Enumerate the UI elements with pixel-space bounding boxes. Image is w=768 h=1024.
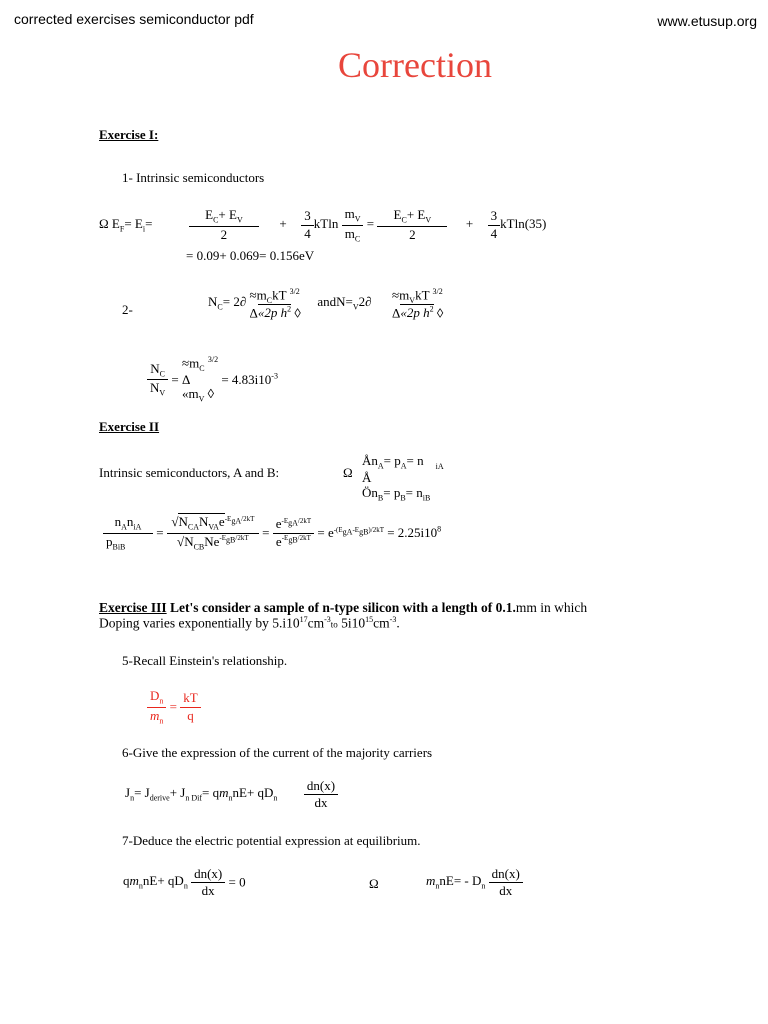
density-ratio-equation: $\frac{N_C}{N_V}$ = $\approx m_C$ $^{3/2}$ Δ «$m_V$ ◊ = $4.83i10^{-3}$	[147, 356, 278, 404]
fermi-level-result: = 0.09+ 0.069= 0.156eV	[186, 248, 315, 263]
effective-density-equation: $N_C= 2\partial$ $\approx m_CkT$ $^{3/2}$ Δ«2p $h^2$ ◊ $andN=_V2\partial$ $\approx m_VkT$ $^{3/2}$ Δ«2p $h^2$ ◊	[208, 287, 444, 321]
majority-current-equation: $J_n= J_{derive}+ J_{n Dif}= qm_nnE+ qD_n$ $\frac{dn(x)}{dx}$	[125, 778, 338, 812]
exercise-1-heading: Exercise I:	[99, 127, 159, 142]
equilibrium-result-equation: $m_nnE= - D_n$ $\frac{dn(x)}{dx}$	[426, 866, 523, 900]
header-right-url[interactable]: www.etusup.org	[657, 13, 757, 29]
intrinsic-ratio-equation: $\frac{n_An_{iA}}{p_{BiB}}$ = $\frac{√N_{CA}N_{VA}e^{-E_{gA}/2kT}}{√N_{CB}Ne^{-E_{gB}/2kT}}$ = $\frac{e^{-E_{gA}/2kT}}{e^{-E_{gB}/2kT}}$ = $e^{-(E_{gA}-E_{gB})/2kT} = 2.25i10^8$	[103, 514, 441, 552]
fermi-level-equation: Ω $E_F= E_i=$ $\frac{E_C+ E_V}{2}$ + $\frac{3}{4}$ kTln $\frac{m_V}{m_C}$ = $\frac{E_C+ E_V}{2}$ + $\frac{3}{4}$ kTln(35)	[99, 206, 547, 244]
exercise-2-intro: Intrinsic semiconductors, A and B:	[99, 465, 280, 480]
omega-symbol: Ω	[343, 465, 353, 480]
exercise-2-heading: Exercise II	[99, 419, 160, 434]
fraction-ec-ev-over-2: $\frac{E_C+ E_V}{2}$	[189, 207, 259, 243]
question-5: 5-Recall Einstein's relationship.	[122, 653, 288, 668]
question-6: 6-Give the expression of the current of the majority carriers	[122, 745, 433, 760]
carrier-system: $Ån_A= p_A= n$ $_{iA}$ Å $Ön_B= p_B= n_{iB}$	[362, 453, 444, 503]
omega-implies: Ω	[369, 876, 379, 891]
page-title: Correction	[338, 45, 492, 85]
einstein-relation-equation: $\frac{D_n}{m_n}$ = $\frac{kT}{q}$	[147, 688, 201, 726]
exercise-1-item-2: 2-	[122, 302, 133, 317]
exercise-3-statement: Exercise III Let's consider a sample of n-type silicon with a length of 0.1.mm in which Doping varies exponentially by $5.i10^{17}cm^{-3}to$ $5i10^{15}cm^{-3}$.	[99, 600, 588, 631]
header-left-text: corrected exercises semiconductor pdf	[14, 11, 254, 27]
exercise-1-item-1: 1- Intrinsic semiconductors	[122, 170, 265, 185]
equilibrium-equation: $qm_nnE+ qD_n$ $\frac{dn(x)}{dx}$ = 0	[123, 866, 246, 899]
question-7: 7-Deduce the electric potential expression at equilibrium.	[122, 833, 421, 848]
